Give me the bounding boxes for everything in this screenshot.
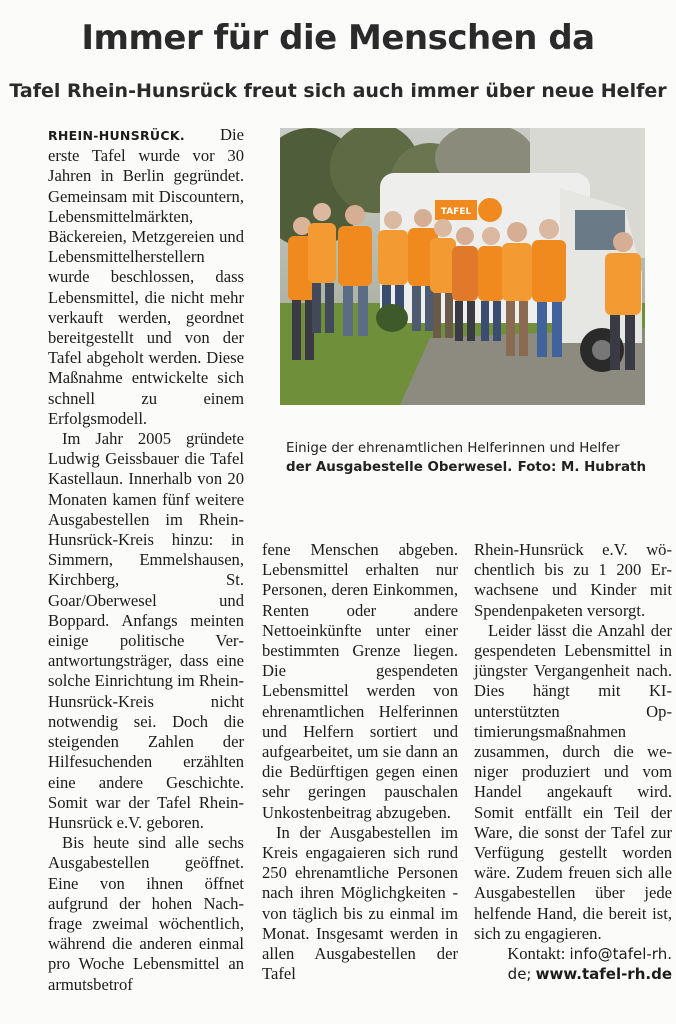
text-column-2	[262, 540, 458, 984]
subheadline: Tafel Rhein-Hunsrück freut sich auch immer über neue Helfer	[9, 80, 667, 102]
van-logo-text: TAFEL	[440, 207, 472, 217]
contact-website-link[interactable]: www.tafel-rh.de	[535, 965, 672, 984]
caption-line-2: der Ausgabestelle Oberwesel.	[286, 460, 513, 475]
dateline: RHEIN-HUNSRÜCK.	[48, 128, 185, 143]
group-photo	[280, 128, 645, 405]
paragraph-5: Leider lässt die Anzahl der gespendeten Lebensmittel in jüngster Vergangenheit nach. Dies hängt mit KI-unterstützten Optimierungsmaßnahmen zusammen, durch die weniger produziert und vom Handel angekauft wird. Somit entfällt ein Teil der Ware, die sonst der Tafel zur Verfügung gestellt worden wäre. Zudem freuen sich alle Ausgabestellen über jede helfende Hand, die bereit ist, sich zu engagieren.	[474, 620, 672, 943]
contact-label: Kontakt:	[507, 944, 566, 964]
paragraph-2: Im Jahr 2005 gründete Ludwig Geissbauer die Tafel Kastellaun. Innerhalb von 20 Monaten kamen fünf weitere Ausgabestellen im Rhein-Hunsrück-Kreis hinzu: in Simmern, Emmelshausen, Kirchberg, St. Goar/Oberwesel und Boppard. Anfangs meinten einige politische Verantwortungsträger, dass eine solche Einrichtung im Rhein-Hunsrück-Kreis nicht notwendig sei. Doch die steigenden Zahlen der Hilfesuchenden erzählten eine andere Geschichte. Somit war der Tafel Rhein-Hunsrück e.V. geboren.	[48, 429, 244, 832]
paragraph-4-start: In der Ausgabestellen im Kreis engagaieren sich rund 250 ehrenamtliche Personen nach ihren Möglichgkeiten - von täglich bis zu einmal im Monat. Insgesamt werden in allen Ausgabestellen der Tafel	[262, 822, 458, 984]
contact-line	[474, 944, 672, 984]
paragraph-3-end: fene Menschen abgeben. Lebensmittel erhalten nur Personen, deren Einkommen, Renten oder andere Nettoeinkünfte unter einer bestimmten Grenze liegen. Die gespendeten Lebensmittel werden von ehrenamtlichen Helferinnen und Helfern sortiert und aufgearbeitet, um sie dann an die Bedürftigen gegen einen sehr geringen pauschalen Unkostenbeitrag abzugeben.	[262, 540, 458, 822]
caption-line-1: Einige der ehrenamtlichen Helferinnen und Helfer	[286, 441, 620, 456]
photo-caption	[286, 439, 646, 477]
shrub	[376, 304, 408, 332]
text-column-1	[48, 125, 244, 995]
paragraph-3-start: Bis heute sind alle sechs Ausgabestellen geöffnet. Eine von ihnen öffnet aufgrund der hohen Nachfrage zweimal wöchentlich, während die anderen einmal pro Woche Lebensmittel an armutsbetrof	[48, 833, 244, 994]
text-column-3	[474, 540, 672, 984]
contact-email-end[interactable]: de;	[507, 965, 532, 984]
paragraph-4-end: Rhein-Hunsrück e.V. wöchentlich bis zu 1 200 Erwachsene und Kinder mit Spendenpaketen versorgt.	[474, 540, 672, 620]
paragraph-1	[48, 125, 244, 429]
photo-illustration	[280, 128, 645, 405]
contact-email[interactable]: info@tafel-rh.	[569, 945, 672, 964]
paragraph-1-text: Die erste Tafel wurde vor 30 Jahren in Berlin gegründet. Gemeinsam mit Discountern, Lebensmittelmärkten, Bäckereien, Metzgereien und Lebensmittelherstellern wurde beschlossen, dass Lebensmittel, die nicht mehr verkauft werden, geordnet bereitgestellt und von der Tafel abgeholt werden. Diese Maßnahme entwickelte sich schnell zu einem Erfolgsmodell.	[48, 125, 244, 428]
headline: Immer für die Menschen da	[81, 18, 595, 58]
photo-credit: Foto: M. Hubrath	[517, 460, 646, 475]
